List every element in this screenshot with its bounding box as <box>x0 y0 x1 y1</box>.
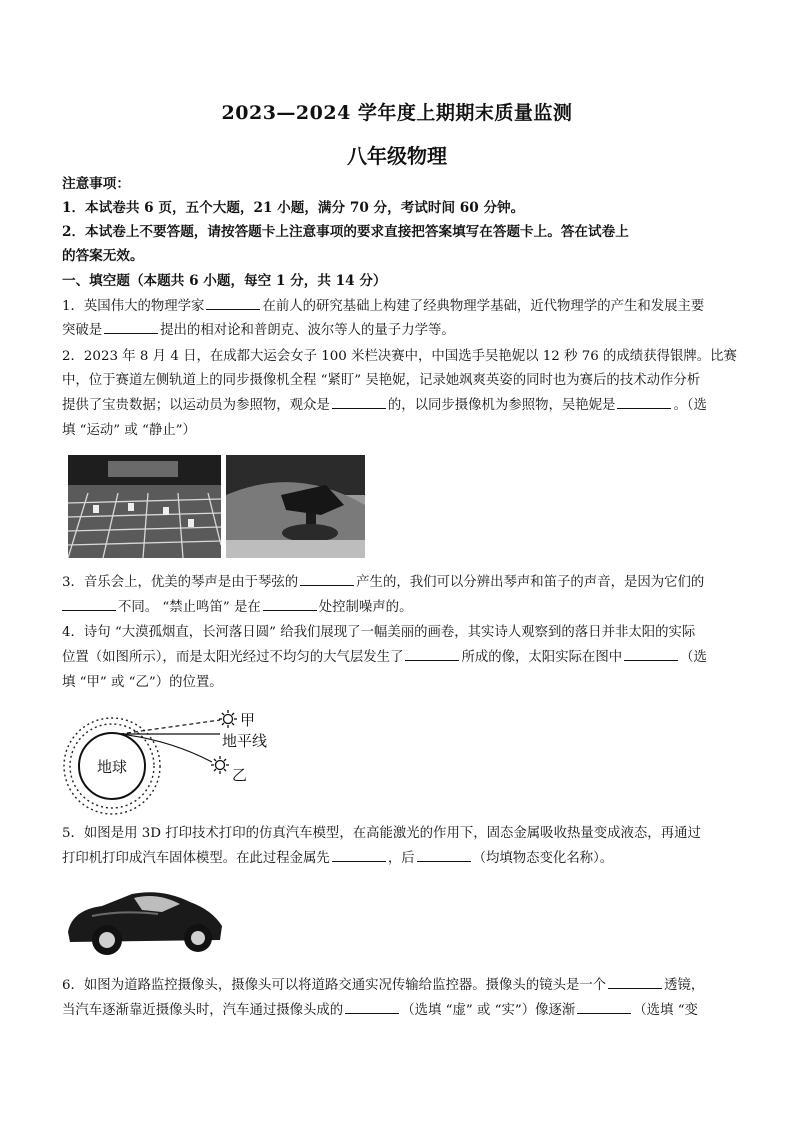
q3-line-2 <box>62 597 734 619</box>
q1-line-1 <box>62 296 734 318</box>
note-1: 1．本试卷共 6 页，五个大题，21 小题，满分 70 分，考试时间 60 分钟。 <box>62 200 525 216</box>
3d-printed-car-model <box>62 880 227 960</box>
q3-text: 产生的，我们可以分辨出琴声和笛子的声音，是因为它们的 <box>356 575 705 590</box>
answer-blank <box>332 395 386 409</box>
earth-label: 地球 <box>96 758 128 776</box>
q4-text: （选 <box>680 650 707 665</box>
q3-text: 3．音乐会上，优美的琴声是由于琴弦的 <box>62 575 299 590</box>
q1-text: 突破是 <box>62 323 103 338</box>
answer-blank <box>263 597 317 611</box>
q1-text: 提出的相对论和普朗克、波尔等人的量子力学等。 <box>160 323 455 338</box>
refracted-ray <box>120 720 220 734</box>
answer-blank <box>104 320 158 334</box>
exam-subject: 八年级物理 <box>347 144 447 168</box>
note-2-line-1: 2．本试卷上不要答题，请按答题卡上注意事项的要求直接把答案填写在答题卡上。答在试卷上 <box>62 224 629 240</box>
answer-blank <box>206 296 260 310</box>
answer-blank <box>332 848 386 862</box>
label-jia: 甲 <box>240 711 256 729</box>
answer-blank <box>617 395 671 409</box>
q4-text: 所成的像，太阳实际在图中 <box>461 650 623 665</box>
q4-line-2 <box>62 647 734 669</box>
label-horizon: 地平线 <box>222 732 268 750</box>
note-2-line-2: 的答案无效。 <box>62 248 144 264</box>
q2-line-2: 中，位于赛道左侧轨道上的同步摄像机全程 “紧盯” 吴艳妮，记录她飒爽英姿的同时也为赛后的技术动作分析 <box>62 373 701 388</box>
q5-line-2 <box>62 848 734 870</box>
q6-text: 当汽车逐渐靠近摄像头时，汽车通过摄像头成的 <box>62 1003 344 1018</box>
q1-text: 在前人的研究基础上构建了经典物理学基础，近代物理学的产生和发展主要 <box>262 299 705 314</box>
q3-text: 不同。 “禁止鸣笛” 是在 <box>118 600 261 615</box>
q4-line-1: 4．诗句 “大漠孤烟直，长河落日圆” 给我们展现了一幅美丽的画卷，其实诗人观察到的落日并非太阳的实际 <box>62 625 696 640</box>
q4-line-3: 填 “甲” 或 “乙”）的位置。 <box>62 675 223 690</box>
q6-text: （选填 “虚” 或 “实”）像逐渐 <box>401 1003 576 1018</box>
q3-text: 处控制噪声的。 <box>318 600 413 615</box>
q6-text: 透镜， <box>664 978 705 993</box>
q2-text: 提供了宝贵数据；以运动员为参照物，观众是 <box>62 398 330 413</box>
tracking-camera-photo <box>226 455 365 558</box>
hurdle-race-photo <box>68 455 221 558</box>
q2-line-4: 填 “运动” 或 “静止”） <box>62 423 196 438</box>
answer-blank <box>62 597 116 611</box>
q5-line-1: 5．如图是用 3D 打印技术打印的仿真汽车模型，在高能激光的作用下，固态金属吸收热量变成液态，再通过 <box>62 826 701 841</box>
q1-line-2 <box>62 320 734 342</box>
q6-text: 6．如图为道路监控摄像头，摄像头可以将道路交通实况传输给监控器。摄像头的镜头是一个 <box>62 978 607 993</box>
q6-line-2 <box>62 1000 734 1022</box>
earth-sun-diagram <box>60 700 290 815</box>
q5-text: （均填物态变化名称）。 <box>472 851 614 866</box>
label-yi: 乙 <box>232 766 248 784</box>
q2-line-1: 2．2023 年 8 月 4 日，在成都大运会女子 100 米栏决赛中，中国选手吴艳妮以 12 秒 76 的成绩获得银牌。比赛 <box>62 349 737 364</box>
q3-line-1 <box>62 572 734 594</box>
q4-text: 位置（如图所示），而是太阳光经过不均匀的大气层发生了 <box>62 650 404 665</box>
q2-line-3 <box>62 395 734 417</box>
notes-heading: 注意事项： <box>62 176 130 192</box>
q6-text: （选填 “变 <box>633 1003 698 1018</box>
answer-blank <box>608 975 662 989</box>
answer-blank <box>300 572 354 586</box>
q5-text: 打印机打印成汽车固体模型。在此过程金属先 <box>62 851 330 866</box>
q6-line-1 <box>62 975 734 997</box>
answer-blank <box>345 1000 399 1014</box>
answer-blank <box>624 647 678 661</box>
answer-blank <box>405 647 459 661</box>
q2-text: 的，以同步摄像机为参照物，吴艳妮是 <box>387 398 616 413</box>
q1-text: 1．英国伟大的物理学家 <box>62 299 205 314</box>
sun-icon <box>219 710 237 728</box>
sun-icon <box>211 756 229 774</box>
answer-blank <box>577 1000 631 1014</box>
exam-title: 2023—2024 学年度上期期末质量监测 <box>221 102 573 124</box>
q2-text: 。（选 <box>673 398 707 413</box>
q5-text: ，后 <box>387 851 415 866</box>
answer-blank <box>417 848 471 862</box>
section-1-heading: 一、填空题（本题共 6 小题，每空 1 分，共 14 分） <box>62 273 387 289</box>
